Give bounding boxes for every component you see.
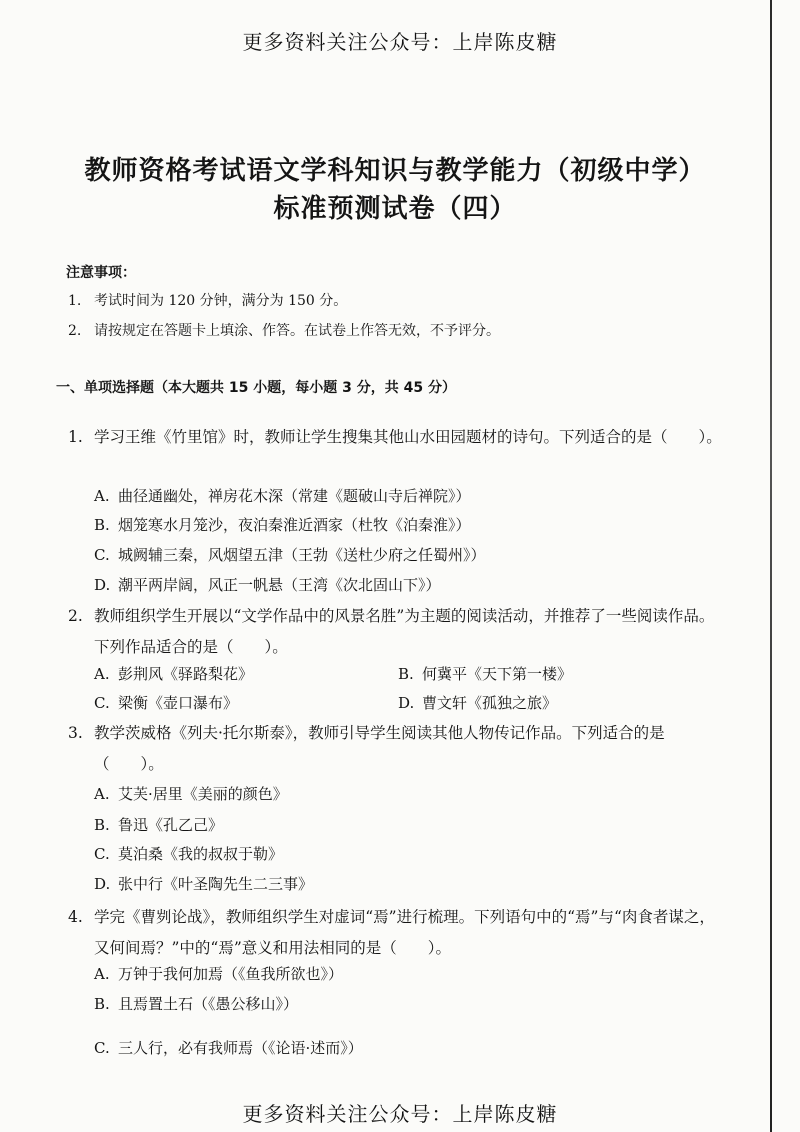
option-label: C. (94, 694, 110, 712)
option-item (94, 963, 343, 984)
section-heading: 一、单项选择题（本大题共 15 小题，每小题 3 分，共 45 分） (56, 380, 456, 396)
question-text: 教学茨威格《列夫·托尔斯泰》，教师引导学生阅读其他人物传记作品。下列适合的是（ ）。 (94, 724, 665, 773)
option-label: B. (94, 516, 110, 534)
option-item (94, 814, 223, 835)
question-stem (68, 601, 728, 663)
option-label: B. (398, 665, 414, 683)
option-text: 何冀平《天下第一楼》 (422, 665, 573, 683)
option-label: C. (94, 1039, 110, 1057)
note-item (68, 290, 347, 310)
question-number: 3. (68, 724, 83, 742)
option-label: C. (94, 546, 110, 564)
option-text: 彭荆风《驿路梨花》 (118, 665, 254, 683)
option-label: A. (94, 785, 110, 803)
header-banner: 更多资料关注公众号：上岸陈皮糖 (242, 30, 558, 54)
option-item (94, 692, 238, 713)
option-item (94, 783, 288, 804)
option-label: D. (398, 694, 415, 712)
notes-heading: 注意事项： (66, 265, 136, 281)
footer-banner: 更多资料关注公众号：上岸陈皮糖 (242, 1102, 558, 1126)
exam-subtitle: 标准预测试卷（四） (273, 194, 517, 224)
question-number: 4. (68, 908, 83, 926)
option-text: 城阙辅三秦，风烟望五津（王勃《送杜少府之任蜀州》） (118, 546, 486, 564)
question-number: 2. (68, 607, 83, 625)
option-item (398, 663, 572, 684)
option-text: 曲径通幽处，禅房花木深（常建《题破山寺后禅院》） (118, 487, 471, 505)
question-number: 1. (68, 428, 83, 446)
note-text: 请按规定在答题卡上填涂、作答。在试卷上作答无效，不予评分。 (94, 323, 500, 339)
question-stem (68, 718, 728, 780)
option-item (94, 843, 283, 864)
question-text: 学习王维《竹里馆》时，教师让学生搜集其他山水田园题材的诗句。下列适合的是（ ）。 (94, 428, 722, 446)
note-text: 考试时间为 120 分钟，满分为 150 分。 (94, 293, 348, 309)
option-item (398, 692, 557, 713)
option-text: 曹文轩《孤独之旅》 (422, 694, 558, 712)
option-label: A. (94, 965, 110, 983)
option-text: 万钟于我何加焉（《鱼我所欲也》） (118, 965, 344, 983)
option-item (94, 485, 471, 506)
option-item (94, 574, 441, 595)
option-label: B. (94, 816, 110, 834)
note-item (68, 320, 500, 340)
note-number: 1. (68, 293, 82, 309)
option-text: 艾芙·居里《美丽的颜色》 (118, 785, 288, 803)
option-text: 张中行《叶圣陶先生二三事》 (118, 875, 314, 893)
exam-title: 教师资格考试语文学科知识与教学能力（初级中学） (84, 156, 706, 186)
option-text: 烟笼寒水月笼沙，夜泊秦淮近酒家（杜牧《泊秦淮》） (118, 516, 471, 534)
option-item (94, 1037, 363, 1058)
option-item (94, 663, 253, 684)
option-text: 梁衡《壶口瀑布》 (118, 694, 239, 712)
question-text: 教师组织学生开展以“文学作品中的风景名胜”为主题的阅读活动，并推荐了一些阅读作品。下列作品适合的是（ ）。 (94, 607, 715, 656)
option-text: 潮平两岸阔，风正一帆悬（王湾《次北固山下》） (118, 576, 441, 594)
question-stem (68, 422, 728, 453)
option-label: A. (94, 665, 110, 683)
note-number: 2. (68, 323, 82, 339)
option-label: D. (94, 875, 111, 893)
option-text: 且焉置土石（《愚公移山》） (118, 995, 299, 1013)
question-text: 学完《曹刿论战》，教师组织学生对虚词“焉”进行梳理。下列语句中的“焉”与“肉食者谋之，又何间焉？”中的“焉”意义和用法相同的是（ ）。 (94, 908, 715, 957)
option-label: A. (94, 487, 110, 505)
option-label: B. (94, 995, 110, 1013)
option-item (94, 514, 471, 535)
option-text: 鲁迅《孔乙己》 (118, 816, 224, 834)
option-item (94, 993, 298, 1014)
option-label: D. (94, 576, 111, 594)
option-text: 三人行，必有我师焉（《论语·述而》） (118, 1039, 363, 1057)
option-label: C. (94, 845, 110, 863)
option-item (94, 873, 313, 894)
question-stem (68, 902, 728, 964)
option-item (94, 544, 486, 565)
option-text: 莫泊桑《我的叔叔于勒》 (118, 845, 284, 863)
